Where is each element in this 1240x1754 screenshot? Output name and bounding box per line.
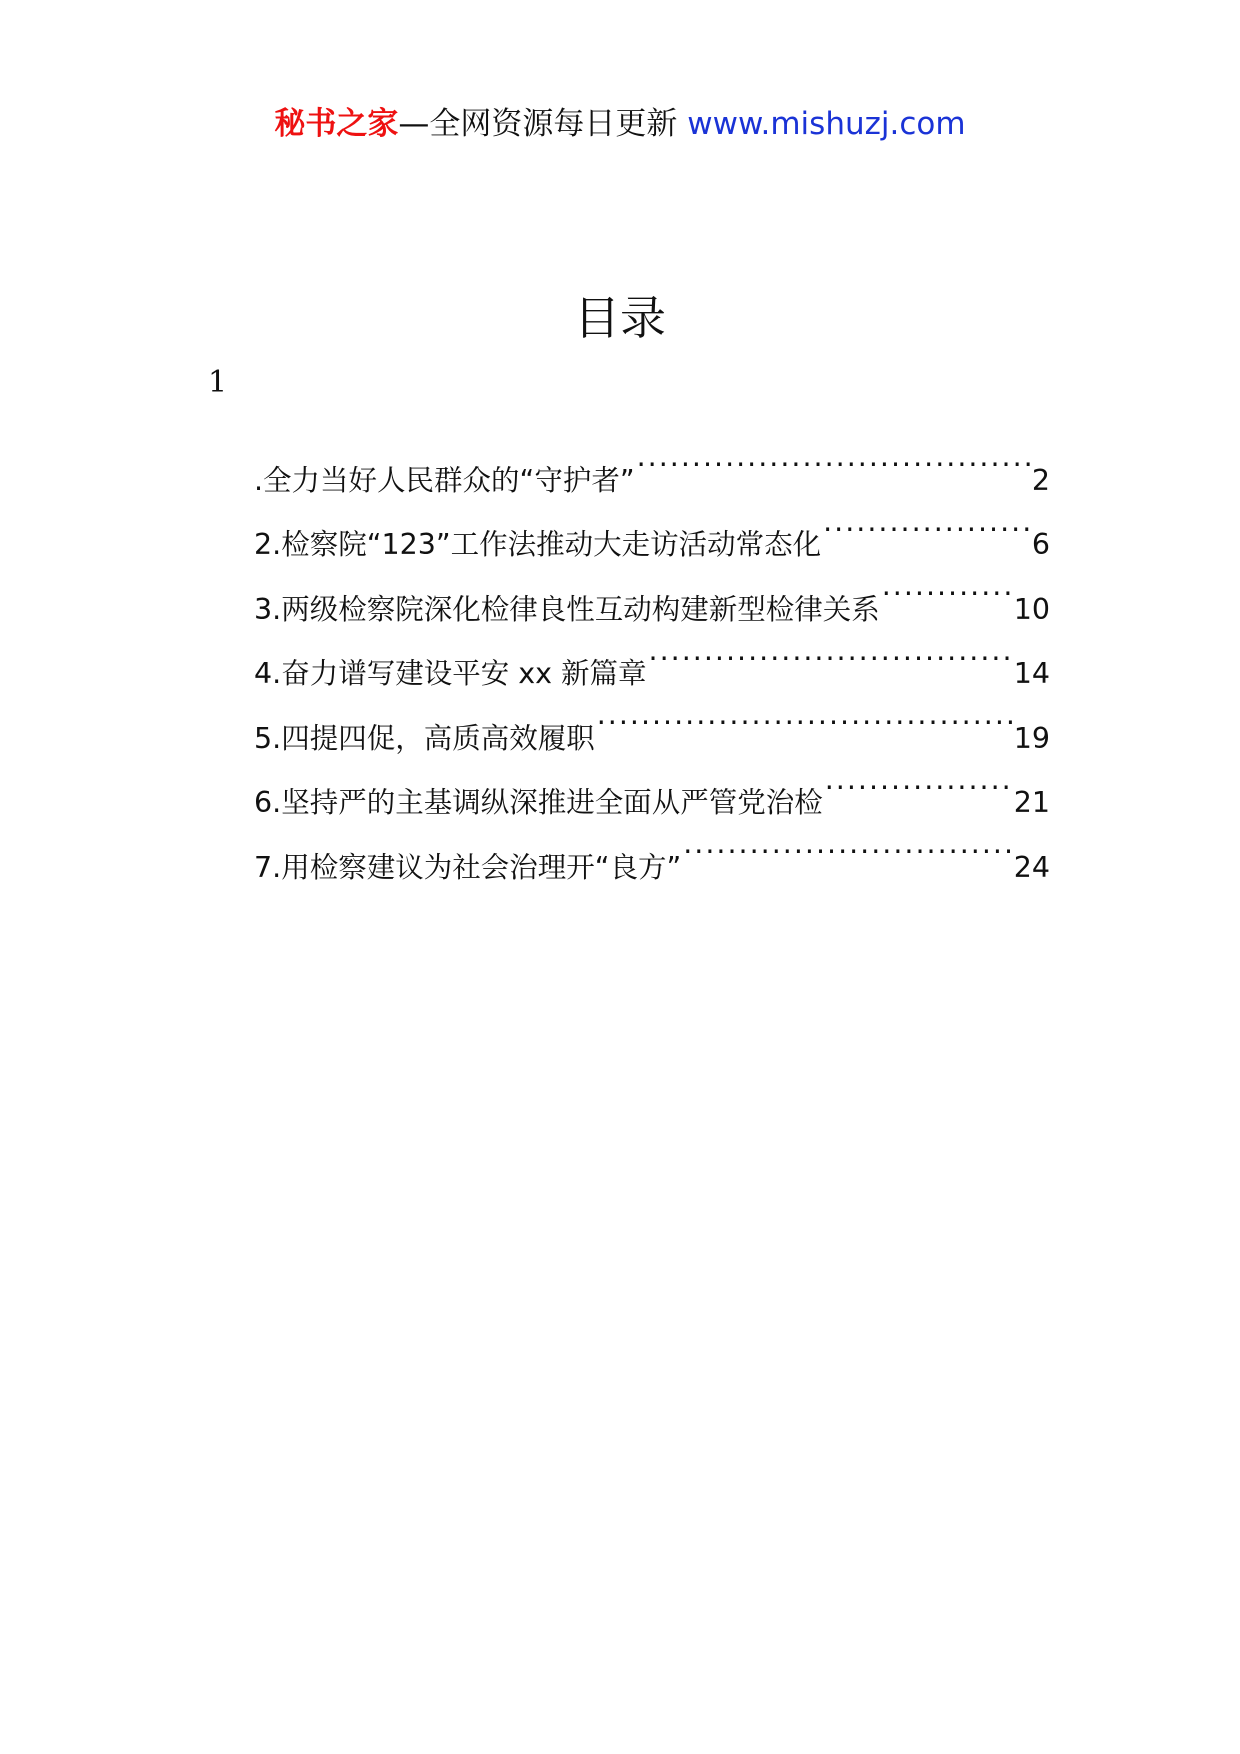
- dot-leader: [649, 619, 1012, 684]
- toc-entry-page: 24: [1013, 850, 1050, 884]
- dot-leader: [683, 812, 1012, 877]
- toc-entry-page: 6: [1031, 528, 1050, 561]
- toc-entry-page: 21: [1013, 786, 1050, 819]
- toc-entry-title: 5.四提四促，高质高效履职: [254, 721, 595, 755]
- toc-entry[interactable]: [254, 425, 1050, 497]
- dot-leader: [882, 554, 1012, 619]
- toc-list: [254, 425, 1050, 884]
- header-slogan: —全网资源每日更新: [398, 106, 678, 142]
- website-link[interactable]: www.mishuzj.com: [687, 106, 966, 142]
- dot-leader: [637, 425, 1030, 490]
- dot-leader: [823, 490, 1030, 555]
- toc-entry-title: 2.检察院“123”工作法推动大走访活动常态化: [254, 528, 822, 561]
- dot-leader: [597, 683, 1012, 748]
- toc-entry-page: 14: [1013, 657, 1050, 690]
- toc-entry-title: 4.奋力谱写建设平安 xx 新篇章: [254, 657, 647, 690]
- toc-orphan-number: 1: [208, 365, 228, 400]
- toc-entry-title: 3.两级检察院深化检律良性互动构建新型检律关系: [254, 592, 880, 626]
- toc-title: 目录: [574, 291, 666, 345]
- page-header: [0, 100, 1240, 148]
- toc-entry-title: 6.坚持严的主基调纵深推进全面从严管党治检: [254, 786, 823, 819]
- toc-entry-page: 2: [1031, 463, 1050, 497]
- toc-entry-title: 7.用检察建议为社会治理开“良方”: [254, 850, 682, 884]
- toc-entry-page: 10: [1013, 592, 1050, 626]
- brand-name: 秘书之家: [274, 106, 399, 142]
- dot-leader: [825, 748, 1012, 813]
- toc-entry-page: 19: [1013, 721, 1050, 755]
- toc-entry-title: .全力当好人民群众的“守护者”: [254, 463, 635, 497]
